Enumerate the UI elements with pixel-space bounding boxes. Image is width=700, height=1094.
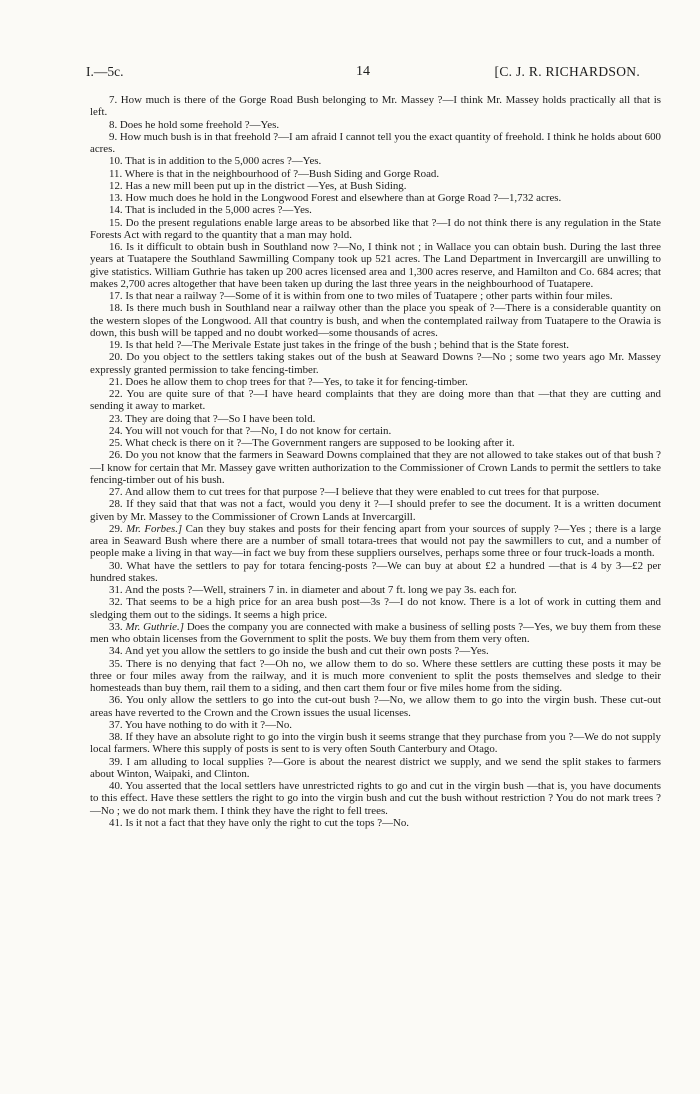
question-paragraph: 23. They are doing that ?—So I have been told. — [109, 412, 316, 425]
question-number: 29. — [109, 522, 123, 535]
question-paragraph: 22. You are quite sure of that ?—I have heard complaints that they are doing more than that —that they are cutting and sending it away to market. — [90, 388, 661, 413]
question-paragraph: 9. How much bush is in that freehold ?—I am afraid I cannot tell you the exact quantity of freehold. I think he holds about 600 acres. — [90, 130, 661, 155]
testimony-body — [90, 94, 661, 829]
question-paragraph — [90, 523, 661, 560]
question-text: Can they buy stakes and posts for their fencing apart from your sources of supply ?—Yes ; there is a large area in Seaward Bush where there are a number of small totara-trees that would not pay the sawmillers to cut, and a number of people make a living in that way—in fact we buy from these suppliers ourselves, perhaps some three or four truck-loads a month. — [90, 522, 661, 560]
question-paragraph: 35. There is no denying that fact ?—Oh no, we allow them to do so. Where these settlers are cutting these posts it may be three or four miles away from the railway, and it is much more convenient to split the posts themselves and sledge to their homesteads than buy them, rail them to a siding, and then cart them four or five miles home from the siding. — [90, 657, 661, 694]
question-paragraph: 32. That seems to be a high price for an area bush post—3s ?—I do not know. There is a lot of work in cutting them and sledging them out to the sidings. It seems a high price. — [90, 596, 661, 621]
question-paragraph: 39. I am alluding to local supplies ?—Gore is about the nearest district we supply, and we send the split stakes to farmers about Winton, Waipaki, and Clinton. — [90, 755, 661, 780]
question-paragraph: 28. If they said that that was not a fact, would you deny it ?—I should prefer to see the document. It is a written document given by Mr. Massey to the Commissioner of Crown Lands at Invercargill. — [90, 498, 661, 523]
question-paragraph — [90, 621, 661, 646]
question-paragraph: 18. Is there much bush in Southland near a railway other than the place you speak of ?—There is a considerable quantity on the western slopes of the Longwood. All that country is bush, and when the contemplated railway from Tuatapere to the Orawia is down, this bush will be tapped and no doubt worked—some thousands of acres. — [90, 302, 661, 339]
question-paragraph: 34. And yet you allow the settlers to go inside the bush and cut their own posts ?—Yes. — [109, 645, 489, 658]
question-paragraph: 38. If they have an absolute right to go into the virgin bush it seems strange that they purchase from you ?—We do not supply local farmers. Where this supply of posts is sent to is very often South Canterbury and Otago. — [90, 731, 661, 756]
question-paragraph: 12. Has a new mill been put up in the district —Yes, at Bush Siding. — [109, 179, 407, 192]
question-paragraph: 30. What have the settlers to pay for totara fencing-posts ?—We can buy at about £2 a hundred —that is 4 by 3—£2 per hundred stakes. — [90, 559, 661, 584]
question-text: Does the company you are connected with make a business of selling posts ?—Yes, we buy them from these men who obtain licenses from the Government to split the posts. We buy them from them very often. — [90, 620, 661, 645]
question-paragraph: 10. That is in addition to the 5,000 acres ?—Yes. — [109, 155, 322, 168]
question-paragraph: 8. Does he hold some freehold ?—Yes. — [109, 118, 280, 131]
question-paragraph: 13. How much does he hold in the Longwood Forest and elsewhere than at Gorge Road ?—1,732 acres. — [109, 192, 562, 204]
page-number: 14 — [356, 64, 370, 79]
question-paragraph: 7. How much is there of the Gorge Road Bush belonging to Mr. Massey ?—I think Mr. Massey holds practically all that is left. — [90, 94, 661, 119]
page-header — [86, 64, 640, 80]
question-paragraph: 36. You only allow the settlers to go into the cut-out bush ?—No, we allow them to go into the virgin bush. These cut-out areas have reverted to the Crown and the Crown issues the usual licenses. — [90, 694, 661, 719]
question-paragraph: 40. You asserted that the local settlers have unrestricted rights to go and cut in the virgin bush —that is, you have documents to this effect. Have these settlers the right to go into the virgin bush and cut the bush without restriction ? You do not mark trees ?—No ; we do not mark them. I think they have the right to fell trees. — [90, 780, 661, 817]
question-paragraph: 21. Does he allow them to chop trees for that ?—Yes, to take it for fencing-timber. — [109, 375, 468, 388]
speaker-label: Mr. Guthrie.] — [125, 620, 184, 633]
question-paragraph: 15. Do the present regulations enable large areas to be absorbed like that ?—I do not think there is any regulation in the State Forests Act with regard to the quantity that a man may hold. — [90, 216, 661, 241]
question-number: 33. — [109, 620, 123, 633]
question-paragraph: 19. Is that held ?—The Merivale Estate just takes in the fringe of the bush ; behind that is the State forest. — [109, 339, 570, 351]
witness-name: [C. J. R. RICHARDSON. — [494, 64, 640, 79]
question-paragraph: 37. You have nothing to do with it ?—No. — [109, 718, 293, 731]
speaker-label: Mr. Forbes.] — [126, 522, 183, 535]
question-paragraph: 16. Is it difficult to obtain bush in Southland now ?—No, I think not ; in Wallace you can obtain bush. During the last three years at Tuatapere the Southland Sawmilling Company took up 521 acres. The Land Department in Invercargill are unwilling to give statistics. William Guthrie has taken up 200 acres licensed area and 1,300 acres reserve, and Hamilton and Co. 684 acres; that makes 2,700 acres altogether that have been taken up during the last three years in the neighbourhood of Tuatapere. — [90, 241, 661, 290]
document-reference: I.—5c. — [86, 64, 124, 79]
question-paragraph: 26. Do you not know that the farmers in Seaward Downs complained that they are not allowed to take stakes out of that bush ?—I know for certain that Mr. Massey gave written authorization to the Commissioner of Crown Lands to permit the settlers to take fencing-timber out of his bush. — [90, 449, 661, 486]
question-paragraph: 27. And allow them to cut trees for that purpose ?—I believe that they were enabled to cut trees for that purpose. — [109, 486, 600, 498]
question-paragraph: 17. Is that near a railway ?—Some of it is within from one to two miles of Tuatapere ; other parts within four miles. — [109, 290, 613, 302]
question-paragraph: 20. Do you object to the settlers taking stakes out of the bush at Seaward Downs ?—No ; some two years ago Mr. Massey expressly granted permission to take fencing-timber. — [90, 351, 661, 376]
question-paragraph: 25. What check is there on it ?—The Government rangers are supposed to be looking after it. — [109, 437, 515, 449]
question-paragraph: 31. And the posts ?—Well, strainers 7 in. in diameter and about 7 ft. long we pay 3s. each for. — [109, 584, 517, 596]
question-paragraph: 24. You will not vouch for that ?—No, I do not know for certain. — [109, 424, 392, 437]
question-paragraph: 14. That is included in the 5,000 acres ?—Yes. — [109, 204, 312, 217]
question-paragraph: 41. Is it not a fact that they have only the right to cut the tops ?—No. — [109, 816, 410, 829]
question-paragraph: 11. Where is that in the neighbourhood of ?—Bush Siding and Gorge Road. — [109, 167, 440, 180]
